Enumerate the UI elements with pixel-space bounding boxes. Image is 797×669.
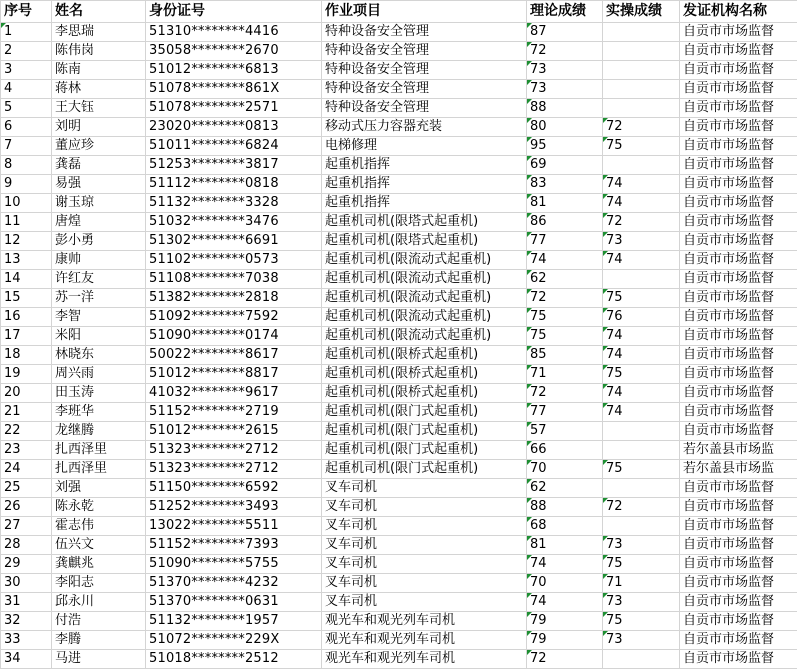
seq-cell[interactable]: 30 xyxy=(1,574,52,593)
seq-cell[interactable]: 9 xyxy=(1,175,52,194)
seq-cell[interactable]: 4 xyxy=(1,80,52,99)
name-cell[interactable]: 谢玉琼 xyxy=(52,194,146,213)
table-row xyxy=(1,479,797,498)
name-cell[interactable]: 李思瑞 xyxy=(52,23,146,42)
id-number-cell[interactable]: 41032********9617 xyxy=(146,384,322,403)
practical-score-cell[interactable]: 73 xyxy=(603,536,680,555)
name-cell[interactable]: 付浩 xyxy=(52,612,146,631)
table-row xyxy=(1,232,797,251)
issuing-authority-cell[interactable]: 若尔盖县市场监 xyxy=(680,441,797,460)
practical-score-cell[interactable]: 71 xyxy=(603,574,680,593)
seq-cell[interactable]: 27 xyxy=(1,517,52,536)
issuing-authority-cell[interactable]: 自贡市市场监督 xyxy=(680,308,797,327)
id-number-cell[interactable]: 51102********0573 xyxy=(146,251,322,270)
name-cell[interactable]: 龚磊 xyxy=(52,156,146,175)
header-cell-name[interactable]: 姓名 xyxy=(52,1,146,23)
name-cell[interactable]: 马进 xyxy=(52,650,146,669)
seq-cell[interactable]: 12 xyxy=(1,232,52,251)
practical-score-cell[interactable] xyxy=(603,422,680,441)
theory-score-cell[interactable]: 68 xyxy=(527,517,603,536)
issuing-authority-cell[interactable]: 自贡市市场监督 xyxy=(680,593,797,612)
table-row xyxy=(1,137,797,156)
name-cell[interactable]: 王大钰 xyxy=(52,99,146,118)
table-row xyxy=(1,460,797,479)
id-number-cell[interactable]: 51132********1957 xyxy=(146,612,322,631)
header-cell-theory-score[interactable]: 理论成绩 xyxy=(527,1,603,23)
theory-score-cell[interactable]: 88 xyxy=(527,99,603,118)
table-row xyxy=(1,384,797,403)
seq-cell[interactable]: 7 xyxy=(1,137,52,156)
seq-cell[interactable]: 26 xyxy=(1,498,52,517)
practical-score-cell[interactable]: 74 xyxy=(603,327,680,346)
work-item-cell[interactable]: 起重机司机(限流动式起重机) xyxy=(322,289,527,308)
table-row xyxy=(1,612,797,631)
id-number-cell[interactable]: 51018********2512 xyxy=(146,650,322,669)
work-item-cell[interactable]: 起重机司机(限桥式起重机) xyxy=(322,365,527,384)
name-cell[interactable]: 田玉涛 xyxy=(52,384,146,403)
theory-score-cell[interactable]: 66 xyxy=(527,441,603,460)
table-row xyxy=(1,441,797,460)
theory-score-cell[interactable]: 70 xyxy=(527,574,603,593)
work-item-cell[interactable]: 起重机指挥 xyxy=(322,156,527,175)
table-row xyxy=(1,61,797,80)
work-item-cell[interactable]: 观光车和观光列车司机 xyxy=(322,650,527,669)
work-item-cell[interactable]: 特种设备安全管理 xyxy=(322,99,527,118)
id-number-cell[interactable]: 51032********3476 xyxy=(146,213,322,232)
name-cell[interactable]: 霍志伟 xyxy=(52,517,146,536)
id-number-cell[interactable]: 51252********3493 xyxy=(146,498,322,517)
theory-score-cell[interactable]: 77 xyxy=(527,403,603,422)
work-item-cell[interactable]: 起重机司机(限塔式起重机) xyxy=(322,232,527,251)
table-row xyxy=(1,270,797,289)
work-item-cell[interactable]: 起重机司机(限流动式起重机) xyxy=(322,308,527,327)
work-item-cell[interactable]: 起重机司机(限流动式起重机) xyxy=(322,251,527,270)
name-cell[interactable]: 刘明 xyxy=(52,118,146,137)
practical-score-cell[interactable] xyxy=(603,517,680,536)
name-cell[interactable]: 李腾 xyxy=(52,631,146,650)
name-cell[interactable]: 李阳志 xyxy=(52,574,146,593)
seq-cell[interactable]: 24 xyxy=(1,460,52,479)
header-row xyxy=(1,1,797,23)
work-item-cell[interactable]: 电梯修理 xyxy=(322,137,527,156)
table-row xyxy=(1,422,797,441)
work-item-cell[interactable]: 起重机司机(限门式起重机) xyxy=(322,460,527,479)
theory-score-cell[interactable]: 75 xyxy=(527,308,603,327)
issuing-authority-cell[interactable]: 自贡市市场监督 xyxy=(680,346,797,365)
theory-score-cell[interactable]: 72 xyxy=(527,650,603,669)
issuing-authority-cell[interactable]: 自贡市市场监督 xyxy=(680,612,797,631)
name-cell[interactable]: 易强 xyxy=(52,175,146,194)
practical-score-cell[interactable]: 74 xyxy=(603,403,680,422)
table-row xyxy=(1,536,797,555)
work-item-cell[interactable]: 起重机司机(限流动式起重机) xyxy=(322,327,527,346)
table-row xyxy=(1,175,797,194)
theory-score-cell[interactable]: 72 xyxy=(527,42,603,61)
name-cell[interactable]: 刘强 xyxy=(52,479,146,498)
seq-cell[interactable]: 11 xyxy=(1,213,52,232)
id-number-cell[interactable]: 51012********6813 xyxy=(146,61,322,80)
name-cell[interactable]: 康帅 xyxy=(52,251,146,270)
work-item-cell[interactable]: 叉车司机 xyxy=(322,536,527,555)
issuing-authority-cell[interactable]: 自贡市市场监督 xyxy=(680,574,797,593)
table-row xyxy=(1,498,797,517)
practical-score-cell[interactable]: 72 xyxy=(603,498,680,517)
theory-score-cell[interactable]: 74 xyxy=(527,555,603,574)
practical-score-cell[interactable]: 75 xyxy=(603,555,680,574)
id-number-cell[interactable]: 51253********3817 xyxy=(146,156,322,175)
seq-cell[interactable]: 16 xyxy=(1,308,52,327)
issuing-authority-cell[interactable]: 自贡市市场监督 xyxy=(680,137,797,156)
id-number-cell[interactable]: 51370********4232 xyxy=(146,574,322,593)
table-row xyxy=(1,327,797,346)
work-item-cell[interactable]: 起重机司机(限塔式起重机) xyxy=(322,213,527,232)
issuing-authority-cell[interactable]: 若尔盖县市场监 xyxy=(680,460,797,479)
table-row xyxy=(1,42,797,61)
theory-score-cell[interactable]: 74 xyxy=(527,251,603,270)
work-item-cell[interactable]: 移动式压力容器充装 xyxy=(322,118,527,137)
id-number-cell[interactable]: 51078********2571 xyxy=(146,99,322,118)
name-cell[interactable]: 龚麒兆 xyxy=(52,555,146,574)
practical-score-cell[interactable]: 75 xyxy=(603,612,680,631)
name-cell[interactable]: 许红友 xyxy=(52,270,146,289)
theory-score-cell[interactable]: 72 xyxy=(527,384,603,403)
issuing-authority-cell[interactable]: 自贡市市场监督 xyxy=(680,365,797,384)
work-item-cell[interactable]: 叉车司机 xyxy=(322,498,527,517)
theory-score-cell[interactable]: 79 xyxy=(527,631,603,650)
practical-score-cell[interactable]: 74 xyxy=(603,175,680,194)
practical-score-cell[interactable] xyxy=(603,99,680,118)
id-number-cell[interactable]: 51302********6691 xyxy=(146,232,322,251)
issuing-authority-cell[interactable]: 自贡市市场监督 xyxy=(680,23,797,42)
practical-score-cell[interactable]: 73 xyxy=(603,593,680,612)
id-number-cell[interactable]: 51090********0174 xyxy=(146,327,322,346)
name-cell[interactable]: 伍兴文 xyxy=(52,536,146,555)
work-item-cell[interactable]: 特种设备安全管理 xyxy=(322,23,527,42)
work-item-cell[interactable]: 叉车司机 xyxy=(322,555,527,574)
table-row xyxy=(1,308,797,327)
work-item-cell[interactable]: 特种设备安全管理 xyxy=(322,42,527,61)
issuing-authority-cell[interactable]: 自贡市市场监督 xyxy=(680,555,797,574)
name-cell[interactable]: 唐煌 xyxy=(52,213,146,232)
theory-score-cell[interactable]: 87 xyxy=(527,23,603,42)
practical-score-cell[interactable]: 75 xyxy=(603,289,680,308)
practical-score-cell[interactable]: 74 xyxy=(603,346,680,365)
practical-score-cell[interactable]: 73 xyxy=(603,631,680,650)
practical-score-cell[interactable] xyxy=(603,270,680,289)
id-number-cell[interactable]: 51132********3328 xyxy=(146,194,322,213)
work-item-cell[interactable]: 特种设备安全管理 xyxy=(322,61,527,80)
theory-score-cell[interactable]: 62 xyxy=(527,270,603,289)
work-item-cell[interactable]: 起重机司机(限桥式起重机) xyxy=(322,346,527,365)
work-item-cell[interactable]: 叉车司机 xyxy=(322,574,527,593)
practical-score-cell[interactable]: 76 xyxy=(603,308,680,327)
name-cell[interactable]: 蒋林 xyxy=(52,80,146,99)
seq-cell[interactable]: 3 xyxy=(1,61,52,80)
id-number-cell[interactable]: 35058********2670 xyxy=(146,42,322,61)
seq-cell[interactable]: 21 xyxy=(1,403,52,422)
name-cell[interactable]: 李班华 xyxy=(52,403,146,422)
table-row xyxy=(1,194,797,213)
table-row xyxy=(1,23,797,42)
seq-cell[interactable]: 31 xyxy=(1,593,52,612)
name-cell[interactable]: 董应珍 xyxy=(52,137,146,156)
id-number-cell[interactable]: 51090********5755 xyxy=(146,555,322,574)
practical-score-cell[interactable] xyxy=(603,156,680,175)
name-cell[interactable]: 李智 xyxy=(52,308,146,327)
practical-score-cell[interactable]: 72 xyxy=(603,118,680,137)
seq-cell[interactable]: 34 xyxy=(1,650,52,669)
id-number-cell[interactable]: 51310********4416 xyxy=(146,23,322,42)
issuing-authority-cell[interactable]: 自贡市市场监督 xyxy=(680,118,797,137)
table-row xyxy=(1,118,797,137)
name-cell[interactable]: 陈永乾 xyxy=(52,498,146,517)
practical-score-cell[interactable] xyxy=(603,479,680,498)
table-row xyxy=(1,574,797,593)
id-number-cell[interactable]: 51152********2719 xyxy=(146,403,322,422)
seq-cell[interactable]: 25 xyxy=(1,479,52,498)
id-number-cell[interactable]: 13022********5511 xyxy=(146,517,322,536)
id-number-cell[interactable]: 51370********0631 xyxy=(146,593,322,612)
seq-cell[interactable]: 1 xyxy=(1,23,52,42)
work-item-cell[interactable]: 叉车司机 xyxy=(322,479,527,498)
practical-score-cell[interactable]: 75 xyxy=(603,137,680,156)
theory-score-cell[interactable]: 81 xyxy=(527,194,603,213)
seq-cell[interactable]: 20 xyxy=(1,384,52,403)
seq-cell[interactable]: 28 xyxy=(1,536,52,555)
theory-score-cell[interactable]: 73 xyxy=(527,61,603,80)
theory-score-cell[interactable]: 88 xyxy=(527,498,603,517)
theory-score-cell[interactable]: 86 xyxy=(527,213,603,232)
theory-score-cell[interactable]: 83 xyxy=(527,175,603,194)
theory-score-cell[interactable]: 75 xyxy=(527,327,603,346)
header-cell-seq[interactable]: 序号 xyxy=(1,1,52,23)
seq-cell[interactable]: 32 xyxy=(1,612,52,631)
table-row xyxy=(1,251,797,270)
theory-score-cell[interactable]: 81 xyxy=(527,536,603,555)
name-cell[interactable]: 苏一洋 xyxy=(52,289,146,308)
practical-score-cell[interactable]: 74 xyxy=(603,251,680,270)
id-number-cell[interactable]: 51152********7393 xyxy=(146,536,322,555)
practical-score-cell[interactable]: 73 xyxy=(603,232,680,251)
seq-cell[interactable]: 15 xyxy=(1,289,52,308)
issuing-authority-cell[interactable]: 自贡市市场监督 xyxy=(680,194,797,213)
work-item-cell[interactable]: 起重机司机(限门式起重机) xyxy=(322,403,527,422)
seq-cell[interactable]: 14 xyxy=(1,270,52,289)
id-number-cell[interactable]: 51382********2818 xyxy=(146,289,322,308)
theory-score-cell[interactable]: 95 xyxy=(527,137,603,156)
work-item-cell[interactable]: 特种设备安全管理 xyxy=(322,80,527,99)
issuing-authority-cell[interactable]: 自贡市市场监督 xyxy=(680,289,797,308)
seq-cell[interactable]: 13 xyxy=(1,251,52,270)
name-cell[interactable]: 扎西泽里 xyxy=(52,441,146,460)
issuing-authority-cell[interactable]: 自贡市市场监督 xyxy=(680,517,797,536)
theory-score-cell[interactable]: 71 xyxy=(527,365,603,384)
id-number-cell[interactable]: 51078********861X xyxy=(146,80,322,99)
name-cell[interactable]: 陈伟岗 xyxy=(52,42,146,61)
id-number-cell[interactable]: 51323********2712 xyxy=(146,441,322,460)
table-row xyxy=(1,99,797,118)
practical-score-cell[interactable] xyxy=(603,23,680,42)
theory-score-cell[interactable]: 57 xyxy=(527,422,603,441)
table-row xyxy=(1,80,797,99)
table-row xyxy=(1,517,797,536)
name-cell[interactable]: 林晓东 xyxy=(52,346,146,365)
issuing-authority-cell[interactable]: 自贡市市场监督 xyxy=(680,99,797,118)
table-row xyxy=(1,631,797,650)
header-cell-id-number[interactable]: 身份证号 xyxy=(146,1,322,23)
table-body xyxy=(1,23,797,669)
issuing-authority-cell[interactable]: 自贡市市场监督 xyxy=(680,479,797,498)
table-row xyxy=(1,156,797,175)
id-number-cell[interactable]: 51011********6824 xyxy=(146,137,322,156)
theory-score-cell[interactable]: 62 xyxy=(527,479,603,498)
seq-cell[interactable]: 2 xyxy=(1,42,52,61)
id-number-cell[interactable]: 51012********2615 xyxy=(146,422,322,441)
practical-score-cell[interactable] xyxy=(603,80,680,99)
table-row xyxy=(1,365,797,384)
work-item-cell[interactable]: 起重机司机(限门式起重机) xyxy=(322,422,527,441)
table-row xyxy=(1,213,797,232)
id-number-cell[interactable]: 51072********229X xyxy=(146,631,322,650)
seq-cell[interactable]: 8 xyxy=(1,156,52,175)
practical-score-cell[interactable] xyxy=(603,42,680,61)
practical-score-cell[interactable] xyxy=(603,441,680,460)
theory-score-cell[interactable]: 69 xyxy=(527,156,603,175)
work-item-cell[interactable]: 叉车司机 xyxy=(322,593,527,612)
seq-cell[interactable]: 23 xyxy=(1,441,52,460)
issuing-authority-cell[interactable]: 自贡市市场监督 xyxy=(680,42,797,61)
table-row xyxy=(1,403,797,422)
name-cell[interactable]: 邱永川 xyxy=(52,593,146,612)
table-row xyxy=(1,555,797,574)
id-number-cell[interactable]: 23020********0813 xyxy=(146,118,322,137)
theory-score-cell[interactable]: 80 xyxy=(527,118,603,137)
issuing-authority-cell[interactable]: 自贡市市场监督 xyxy=(680,631,797,650)
work-item-cell[interactable]: 起重机司机(限流动式起重机) xyxy=(322,270,527,289)
name-cell[interactable]: 陈南 xyxy=(52,61,146,80)
seq-cell[interactable]: 10 xyxy=(1,194,52,213)
id-number-cell[interactable]: 51323********2712 xyxy=(146,460,322,479)
work-item-cell[interactable]: 观光车和观光列车司机 xyxy=(322,631,527,650)
work-item-cell[interactable]: 起重机司机(限门式起重机) xyxy=(322,441,527,460)
issuing-authority-cell[interactable]: 自贡市市场监督 xyxy=(680,536,797,555)
theory-score-cell[interactable]: 74 xyxy=(527,593,603,612)
issuing-authority-cell[interactable]: 自贡市市场监督 xyxy=(680,61,797,80)
issuing-authority-cell[interactable]: 自贡市市场监督 xyxy=(680,403,797,422)
practical-score-cell[interactable]: 72 xyxy=(603,213,680,232)
header-cell-issuing-authority[interactable]: 发证机构名称 xyxy=(680,1,797,23)
work-item-cell[interactable]: 观光车和观光列车司机 xyxy=(322,612,527,631)
table-row xyxy=(1,346,797,365)
id-number-cell[interactable]: 51112********0818 xyxy=(146,175,322,194)
issuing-authority-cell[interactable]: 自贡市市场监督 xyxy=(680,251,797,270)
issuing-authority-cell[interactable]: 自贡市市场监督 xyxy=(680,498,797,517)
practical-score-cell[interactable]: 74 xyxy=(603,384,680,403)
seq-cell[interactable]: 33 xyxy=(1,631,52,650)
seq-cell[interactable]: 22 xyxy=(1,422,52,441)
theory-score-cell[interactable]: 70 xyxy=(527,460,603,479)
issuing-authority-cell[interactable]: 自贡市市场监督 xyxy=(680,327,797,346)
issuing-authority-cell[interactable]: 自贡市市场监督 xyxy=(680,270,797,289)
practical-score-cell[interactable]: 75 xyxy=(603,365,680,384)
name-cell[interactable]: 龙继腾 xyxy=(52,422,146,441)
name-cell[interactable]: 米阳 xyxy=(52,327,146,346)
seq-cell[interactable]: 18 xyxy=(1,346,52,365)
issuing-authority-cell[interactable]: 自贡市市场监督 xyxy=(680,213,797,232)
id-number-cell[interactable]: 51150********6592 xyxy=(146,479,322,498)
name-cell[interactable]: 彭小勇 xyxy=(52,232,146,251)
practical-score-cell[interactable]: 75 xyxy=(603,460,680,479)
work-item-cell[interactable]: 起重机指挥 xyxy=(322,194,527,213)
theory-score-cell[interactable]: 85 xyxy=(527,346,603,365)
theory-score-cell[interactable]: 73 xyxy=(527,80,603,99)
practical-score-cell[interactable]: 74 xyxy=(603,194,680,213)
table-row xyxy=(1,289,797,308)
issuing-authority-cell[interactable]: 自贡市市场监督 xyxy=(680,422,797,441)
work-item-cell[interactable]: 起重机指挥 xyxy=(322,175,527,194)
header-cell-practical-score[interactable]: 实操成绩 xyxy=(603,1,680,23)
work-item-cell[interactable]: 叉车司机 xyxy=(322,517,527,536)
theory-score-cell[interactable]: 79 xyxy=(527,612,603,631)
id-number-cell[interactable]: 51108********7038 xyxy=(146,270,322,289)
issuing-authority-cell[interactable]: 自贡市市场监督 xyxy=(680,156,797,175)
issuing-authority-cell[interactable]: 自贡市市场监督 xyxy=(680,80,797,99)
seq-cell[interactable]: 6 xyxy=(1,118,52,137)
id-number-cell[interactable]: 50022********8617 xyxy=(146,346,322,365)
seq-cell[interactable]: 29 xyxy=(1,555,52,574)
table-row xyxy=(1,593,797,612)
issuing-authority-cell[interactable]: 自贡市市场监督 xyxy=(680,175,797,194)
theory-score-cell[interactable]: 72 xyxy=(527,289,603,308)
name-cell[interactable]: 周兴雨 xyxy=(52,365,146,384)
seq-cell[interactable]: 17 xyxy=(1,327,52,346)
header-cell-work-item[interactable]: 作业项目 xyxy=(322,1,527,23)
issuing-authority-cell[interactable]: 自贡市市场监督 xyxy=(680,650,797,669)
practical-score-cell[interactable] xyxy=(603,61,680,80)
seq-cell[interactable]: 19 xyxy=(1,365,52,384)
id-number-cell[interactable]: 51092********7592 xyxy=(146,308,322,327)
seq-cell[interactable]: 5 xyxy=(1,99,52,118)
name-cell[interactable]: 扎西泽里 xyxy=(52,460,146,479)
issuing-authority-cell[interactable]: 自贡市市场监督 xyxy=(680,232,797,251)
issuing-authority-cell[interactable]: 自贡市市场监督 xyxy=(680,384,797,403)
theory-score-cell[interactable]: 77 xyxy=(527,232,603,251)
id-number-cell[interactable]: 51012********8817 xyxy=(146,365,322,384)
work-item-cell[interactable]: 起重机司机(限桥式起重机) xyxy=(322,384,527,403)
